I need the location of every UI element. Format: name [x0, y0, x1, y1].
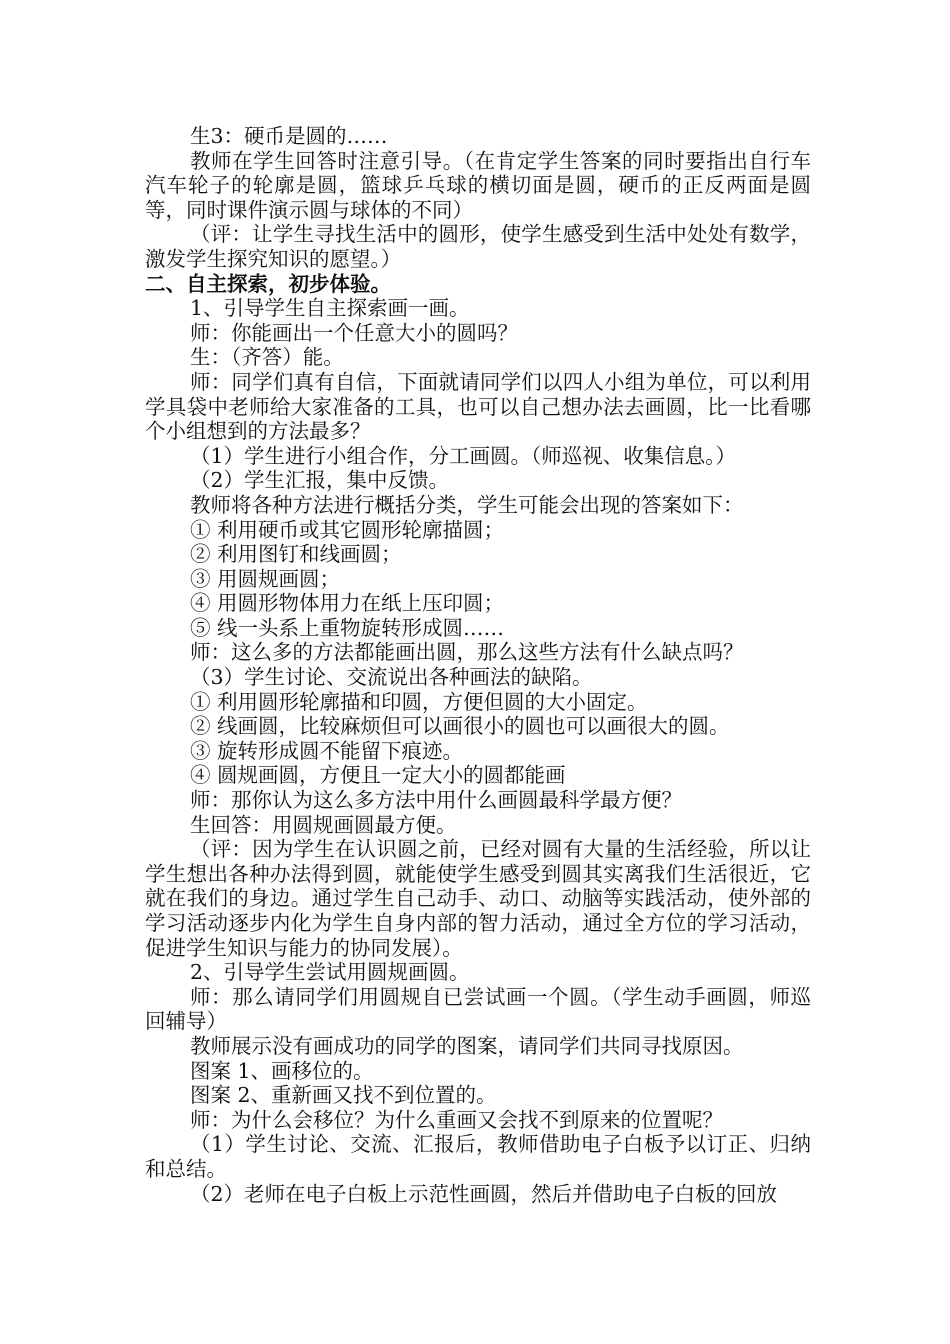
paragraph: 2、引导学生尝试用圆规画圆。 — [190, 960, 470, 985]
paragraph: （评：因为学生在认识圆之前，已经对圆有大量的生活经验，所以让学生想出各种办法得到圆，就能使学生感受到圆其实离我们生活很近，它就在我们的身边。通过学生自己动手、动口、动脑等实践活动，使外部的学习活动逐步内化为学生自身内部的智力活动，通过全方位的学习活动，促进学生知识与能力的协同发展）。 — [145, 837, 811, 960]
paragraph: 师：为什么会移位？为什么重画又会找不到原来的位置呢？ — [190, 1107, 723, 1132]
paragraph: ③ 旋转形成圆不能留下痕迹。 — [190, 738, 464, 763]
paragraph: ④ 用圆形物体用力在纸上压印圆； — [190, 591, 505, 616]
paragraph: 生3：硬币是圆的…… — [190, 124, 388, 148]
paragraph: （1）学生进行小组合作，分工画圆。（师巡视、收集信息。） — [190, 443, 737, 468]
paragraph: 生回答：用圆规画圆最方便。 — [190, 812, 457, 837]
paragraph: 教师在学生回答时注意引导。（在肯定学生答案的同时要指出自行车汽车轮子的轮廓是圆，篮球乒乓球的横切面是圆，硬币的正反两面是圆等，同时课件演示圆与球体的不同） — [145, 148, 811, 222]
paragraph: ① 利用圆形轮廓描和印圆，方便但圆的大小固定。 — [190, 689, 648, 714]
paragraph: 教师展示没有画成功的同学的图案，请同学们共同寻找原因。 — [190, 1033, 744, 1058]
paragraph: 师：你能画出一个任意大小的圆吗？ — [190, 320, 518, 345]
paragraph: ② 利用图钉和线画圆； — [190, 542, 402, 567]
paragraph: 1、引导学生自主探索画一画。 — [190, 296, 470, 321]
paragraph: （2）学生汇报，集中反馈。 — [190, 468, 450, 493]
document-page — [145, 124, 811, 1206]
paragraph: 师：这么多的方法都能画出圆，那么这些方法有什么缺点吗？ — [190, 640, 744, 665]
paragraph: 师：那你认为这么多方法中用什么画圆最科学最方便？ — [190, 788, 682, 813]
paragraph: 图案 2、重新画又找不到位置的。 — [190, 1083, 497, 1108]
paragraph: ④ 圆规画圆，方便且一定大小的圆都能画 — [190, 763, 566, 788]
paragraph: （3）学生讨论、交流说出各种画法的缺陷。 — [190, 665, 593, 690]
paragraph: 师：那么请同学们用圆规自已尝试画一个圆。（学生动手画圆，师巡回辅导） — [145, 984, 811, 1034]
paragraph: （2）老师在电子白板上示范性画圆，然后并借助电子白板的回放 — [190, 1181, 778, 1206]
paragraph: ① 利用硬币或其它圆形轮廓描圆； — [190, 517, 505, 542]
paragraph: 生：（齐答）能。 — [190, 345, 344, 370]
paragraph: ⑤ 线一头系上重物旋转形成圆…… — [190, 615, 505, 640]
paragraph: （1）学生讨论、交流、汇报后，教师借助电子白板予以订正、归纳和总结。 — [145, 1132, 811, 1181]
paragraph: 师：同学们真有自信，下面就请同学们以四人小组为单位，可以利用学具袋中老师给大家准备的工具，也可以自己想办法去画圆，比一比看哪个小组想到的方法最多？ — [145, 369, 811, 444]
paragraph: 图案 1、画移位的。 — [190, 1058, 374, 1083]
section-heading: 二、自主探索，初步体验。 — [145, 271, 391, 296]
paragraph: ③ 用圆规画圆； — [190, 566, 341, 591]
paragraph: （评：让学生寻找生活中的圆形，使学生感受到生活中处处有数学，激发学生探究知识的愿望。） — [145, 222, 811, 271]
paragraph: ② 线画圆，比较麻烦但可以画很小的圆也可以画很大的圆。 — [190, 714, 730, 739]
paragraph: 教师将各种方法进行概括分类，学生可能会出现的答案如下： — [190, 492, 744, 517]
